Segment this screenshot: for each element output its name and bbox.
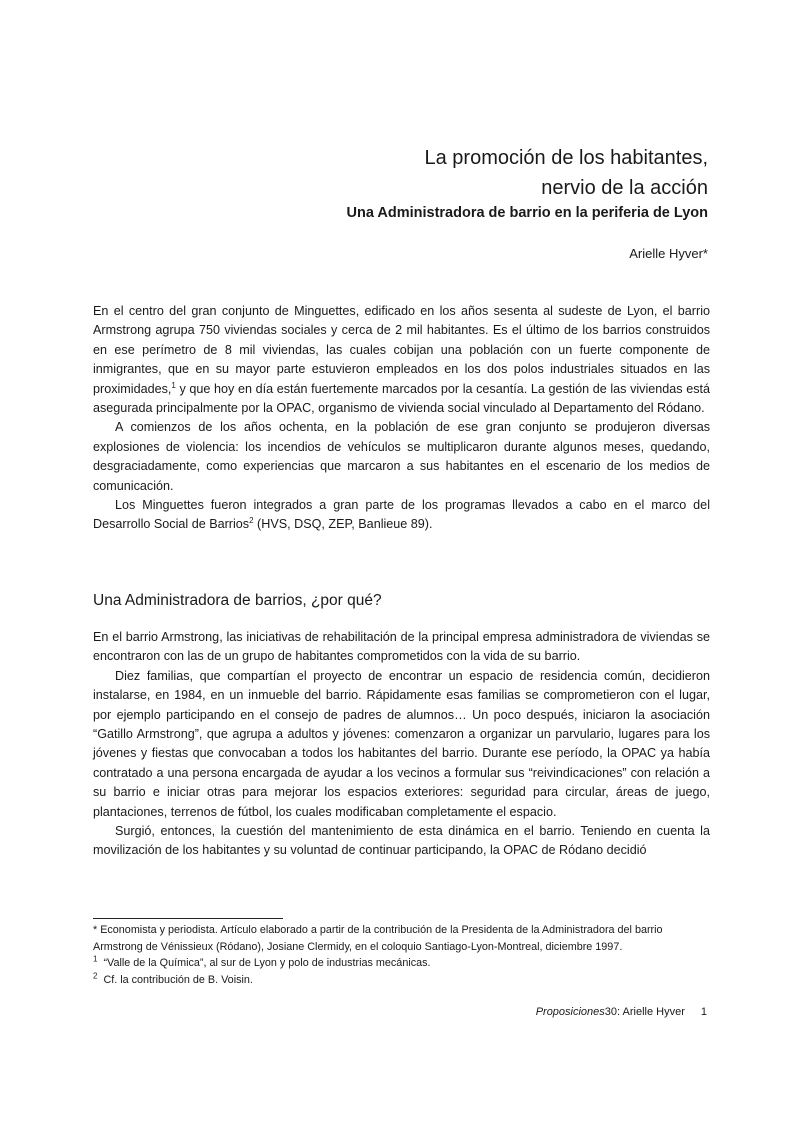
page-number: 1 [700, 1006, 707, 1018]
footnote-divider [93, 918, 283, 919]
footnote-marker: 1 [93, 954, 98, 964]
paragraph-text: Los Minguettes fueron integrados a gran parte de los programas llevados a cabo en el marco del Desarrollo Social de Barrios [93, 498, 710, 532]
footnotes [93, 922, 710, 988]
paragraph-text: y que hoy en día están fuertemente marcados por la cesantía. La gestión de las viviendas está asegurada principalmente por la OPAC, organismo de vivienda social vinculado al Departamento del Ródano. [93, 381, 710, 416]
paragraph-text: (HVS, DSQ, ZEP, Banlieue 89). [253, 517, 433, 532]
paragraph-text: En el centro del gran conjunto de Minguettes, edificado en los años sesenta al sudeste de Lyon, el barrio Armstrong agrupa 750 viviendas sociales y cerca de 2 mil habitantes. Es el último de los barrios construidos en ese perímetro de 8 mil viviendas, las cuales cobijan una población con un fuerte componente de inmigrantes, que en su mayor parte estuvieron empleados en los dos polos industriales situados en las proximidades, [93, 304, 710, 396]
journal-name: Proposiciones [535, 1006, 605, 1018]
footnote-ref-2[interactable]: 2 [249, 516, 254, 526]
article-subtitle: Una Administradora de barrio en la periferia de Lyon [346, 205, 708, 221]
footnote-author: * Economista y periodista. Artículo elaborado a partir de la contribución de la Presidenta de la Administradora del barrio Armstrong de Vénissieux (Ródano), Josiane Clermidy, en el coloquio Santiago-Lyon-Montreal, diciembre 1997. [93, 924, 663, 953]
paragraph [93, 496, 710, 535]
footnote-text: Cf. la contribución de B. Voisin. [103, 973, 253, 986]
paragraph [93, 302, 710, 418]
footnote-marker: 2 [93, 970, 98, 980]
paragraph: Surgió, entonces, la cuestión del mantenimiento de esta dinámica en el barrio. Teniendo en cuenta la movilización de los habitantes y su voluntad de continuar participando, la OPAC de Ródano decidió [93, 824, 710, 858]
footnote-1 [93, 955, 710, 972]
article-title-line-2: nervio de la acción [541, 177, 708, 199]
paragraph: En el barrio Armstrong, las iniciativas de rehabilitación de la principal empresa administradora de viviendas se encontraron con las de un grupo de habitantes comprometidos con la vida de su barrio. [93, 630, 710, 664]
page-footer [536, 1006, 707, 1018]
article-title-line-1: La promoción de los habitantes, [424, 147, 708, 169]
footnote-ref-1[interactable]: 1 [171, 380, 176, 390]
section-heading: Una Administradora de barrios, ¿por qué? [93, 592, 382, 609]
footnote-2 [93, 972, 710, 989]
issue-author: 30: Arielle Hyver [604, 1006, 685, 1018]
article-author: Arielle Hyver* [629, 246, 708, 261]
footnote-text: “Valle de la Química”, al sur de Lyon y polo de industrias mecánicas. [103, 957, 431, 969]
main-section [93, 628, 710, 861]
paragraph: A comienzos de los años ochenta, en la población de ese gran conjunto se produjeron diversas explosiones de violencia: los incendios de vehículos se multiplicaron durante algunos meses, quedando, desgraciadamente, como experiencias que marcaron a sus habitantes en el escenario de los medios de comunicación. [93, 420, 710, 493]
paragraph: Diez familias, que compartían el proyecto de encontrar un espacio de residencia común, decidieron instalarse, en 1984, en un inmueble del barrio. Rápidamente esas familias se comprometieron con el lugar, por ejemplo participando en el consejo de padres de alumnos… Un poco después, iniciaron la asociación “Gatillo Armstrong”, que agrupa a adultos y jóvenes: comenzaron a organizar un parvulario, lugares para los jóvenes y fiestas que convocaban a todos los habitantes del barrio. Durante ese período, la OPAC ya había contratado a una persona encargada de ayudar a los vecinos a formular sus “reivindicaciones” con relación a su barrio e iniciar otras para mejorar los espacios exteriores: seguridad para circular, áreas de juego, plantaciones, terrenos de fútbol, los cuales modificaban completamente el espacio. [93, 668, 710, 819]
intro-section [93, 302, 710, 535]
